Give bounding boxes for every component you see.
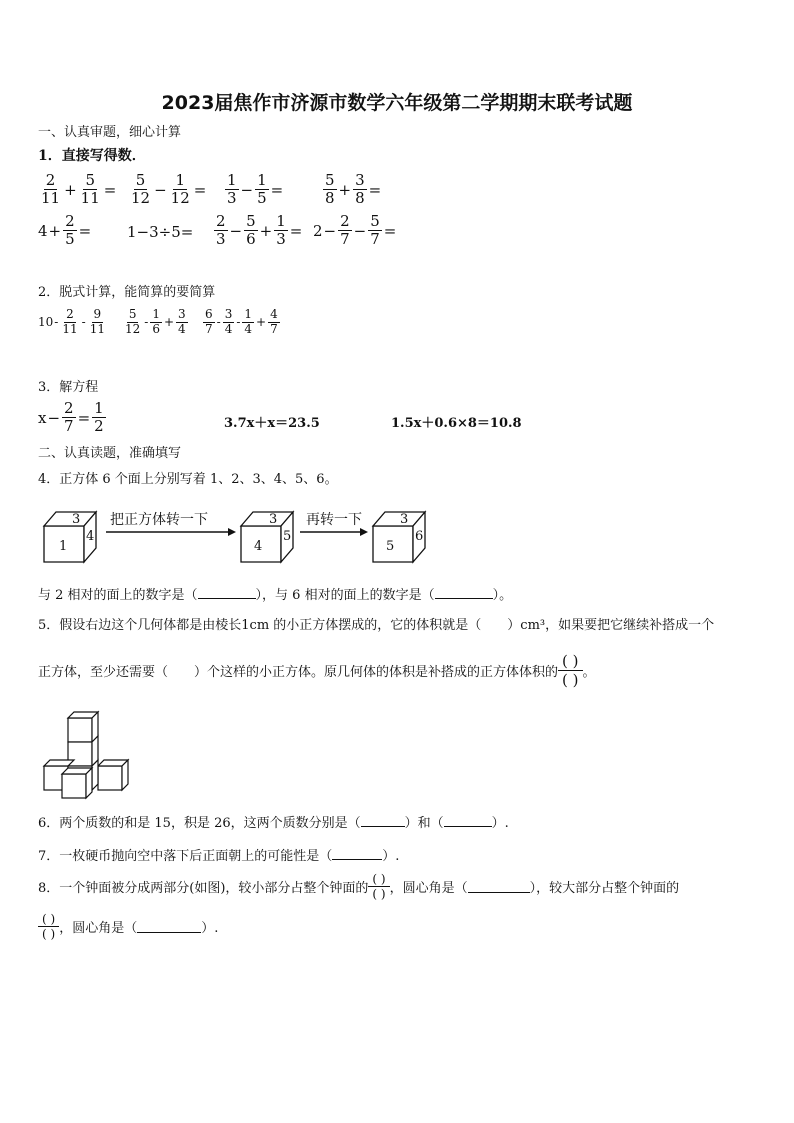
q8-text: ）. — [201, 921, 219, 937]
fraction — [79, 172, 102, 208]
fraction-numerator: 3 — [355, 171, 365, 189]
term: 1−3÷5= — [127, 223, 194, 241]
fraction — [203, 308, 215, 337]
operator: - — [144, 315, 149, 330]
fraction-numerator: 4 — [270, 307, 278, 321]
section-1-heading: 一、认真审题，细心计算 — [38, 125, 182, 140]
operator: = — [368, 180, 382, 199]
q4-answer-text: ）。 — [492, 588, 513, 603]
operator: = — [103, 180, 117, 199]
q1-item — [322, 172, 382, 208]
q8-text: ，圆心角是（ — [389, 881, 468, 897]
section-2-heading: 二、认真读题，准确填写 — [38, 446, 182, 461]
q5-line-1 — [38, 614, 714, 633]
fraction-numerator: 1 — [175, 171, 185, 189]
fraction — [244, 213, 258, 249]
fraction-denominator: ( ) — [372, 887, 386, 902]
operator: = — [383, 221, 397, 240]
fraction-numerator: 3 — [178, 307, 186, 321]
q2-item — [122, 308, 189, 337]
q8-text: 8．一个钟面被分成两部分(如图)，较小部分占整个钟面的 — [38, 881, 369, 897]
fraction-numerator: 2 — [65, 212, 75, 230]
q7-text: ）. — [382, 849, 400, 864]
arrow2-label: 再转一下 — [306, 512, 362, 528]
term: 10 — [38, 315, 54, 330]
cube2-top-number: 3 — [269, 512, 278, 527]
fraction-denominator: 11 — [62, 321, 78, 336]
q7-text: 7．一枚硬币抛向空中落下后正面朝上的可能性是（ — [38, 849, 333, 864]
q5-text: 。 — [582, 665, 596, 680]
fraction-numerator: ( ) — [558, 652, 582, 671]
page-title: 2023届焦作市济源市数学六年级第二学期期末联考试题 — [161, 92, 633, 114]
operator: - — [236, 315, 241, 330]
fraction-denominator: 11 — [89, 321, 105, 336]
operator: + — [338, 180, 352, 199]
answer-fraction-blank[interactable] — [558, 652, 582, 689]
fraction-denominator: 7 — [340, 230, 350, 249]
q5-text: ）cm³，如果要把它继续补搭成一个 — [507, 618, 715, 633]
fraction — [368, 213, 382, 249]
operator: − — [353, 221, 367, 240]
fraction-numerator: 5 — [128, 307, 137, 321]
fraction-denominator: 2 — [94, 417, 104, 436]
fraction-denominator: 4 — [244, 321, 253, 336]
q1-item — [128, 172, 207, 208]
fraction-denominator: 7 — [270, 321, 278, 336]
fraction — [255, 172, 269, 208]
operator: = — [193, 180, 207, 199]
q6-text: ）. — [491, 816, 509, 831]
fraction-numerator: 3 — [224, 307, 233, 321]
q5-text: 5．假设右边这个几何体都是由棱长1cm 的小正方体摆成的，它的体积就是（ — [38, 618, 482, 633]
operator: - — [81, 315, 86, 330]
arrow1-label: 把正方体转一下 — [110, 512, 208, 528]
fraction — [123, 308, 142, 337]
fraction-denominator: 5 — [65, 230, 75, 249]
answer-blank[interactable] — [332, 847, 382, 860]
q8-line-2 — [38, 912, 218, 942]
fraction — [60, 308, 79, 337]
q4-answer-line — [38, 584, 512, 603]
answer-blank[interactable] — [198, 586, 256, 599]
operator: - — [216, 315, 221, 330]
fraction-denominator: 4 — [178, 321, 186, 336]
cube3-top-number: 3 — [400, 512, 409, 527]
cube1-front-number: 1 — [59, 539, 68, 554]
q8-line-1 — [38, 872, 679, 902]
fraction-numerator: 2 — [216, 212, 226, 230]
q1-item — [38, 172, 117, 208]
q6-text: ）和（ — [404, 816, 444, 831]
fraction-numerator: 1 — [244, 307, 253, 321]
answer-blank[interactable] — [468, 880, 530, 893]
q3-equation-2: 3.7x＋x＝23.5 — [224, 416, 320, 431]
q6-text: 6．两个质数的和是 15，积是 26，这两个质数分别是（ — [38, 816, 361, 831]
fraction-denominator: 12 — [125, 321, 141, 336]
operator: + — [259, 221, 273, 240]
fraction — [39, 172, 62, 208]
fraction — [63, 213, 77, 249]
operator: − — [323, 221, 337, 240]
fraction-numerator: 2 — [66, 307, 74, 321]
fraction-numerator: 5 — [135, 171, 146, 189]
q3-equation-1 — [38, 400, 107, 436]
fraction-denominator: 7 — [205, 321, 213, 336]
fraction-denominator: 7 — [64, 417, 74, 436]
fraction-numerator: 5 — [246, 212, 256, 230]
operator: + — [163, 315, 175, 330]
fraction-numerator: 2 — [64, 399, 74, 417]
operator: − — [47, 408, 61, 427]
operator: = — [270, 180, 284, 199]
fraction-numerator: 5 — [325, 171, 335, 189]
fraction-denominator: ( ) — [562, 671, 579, 689]
fraction — [223, 308, 235, 337]
q2-label: 2．脱式计算，能简算的要简算 — [38, 285, 216, 300]
fraction — [129, 172, 152, 208]
fraction-denominator: 4 — [224, 321, 233, 336]
fraction — [62, 400, 76, 436]
fraction-denominator: 8 — [355, 189, 365, 208]
term: 4 — [38, 221, 48, 240]
q8-text: ，圆心角是（ — [59, 921, 138, 937]
stacked-cubes-figure — [38, 708, 138, 800]
q5-text: ）个这样的小正方体。原几何体的体积是补搭成的正方体体积的 — [194, 665, 559, 680]
fraction-denominator: ( ) — [42, 927, 56, 942]
fraction-numerator: 5 — [370, 212, 380, 230]
cube2-side-number: 5 — [283, 529, 292, 544]
fraction — [169, 172, 192, 208]
cube3-side-number: 6 — [415, 529, 424, 544]
q4-answer-text: 与 2 相对的面上的数字是（ — [38, 588, 198, 603]
operator: = — [78, 221, 92, 240]
operator: - — [54, 315, 59, 330]
q5-line-2 — [38, 652, 596, 689]
fraction-denominator: 7 — [370, 230, 380, 249]
operator: − — [229, 221, 243, 240]
fraction — [176, 308, 188, 337]
q1-item — [127, 223, 193, 241]
q1-item — [213, 213, 303, 249]
fraction-numerator: 2 — [45, 171, 56, 189]
answer-blank[interactable] — [361, 814, 405, 827]
cube2-front-number: 4 — [254, 539, 263, 554]
answer-fraction-blank[interactable] — [38, 912, 59, 942]
q7-line — [38, 845, 399, 864]
q2-item — [202, 308, 281, 337]
fraction — [150, 308, 162, 337]
q2-item — [38, 308, 108, 337]
fraction-numerator: 9 — [93, 307, 102, 321]
cube3-front-number: 5 — [386, 539, 395, 554]
fraction — [214, 213, 228, 249]
q1-item — [313, 213, 397, 249]
fraction-denominator: 3 — [276, 230, 286, 249]
fraction-denominator: 6 — [152, 321, 160, 336]
fraction-numerator: 2 — [340, 212, 350, 230]
fraction-denominator: 5 — [257, 189, 267, 208]
answer-blank[interactable] — [444, 814, 492, 827]
q6-line — [38, 812, 509, 831]
q1-label: 1．直接写得数． — [38, 148, 146, 164]
term: x — [38, 408, 47, 427]
fraction — [242, 308, 254, 337]
fraction-numerator: 1 — [152, 307, 160, 321]
fraction-denominator: 3 — [227, 189, 237, 208]
fraction-denominator: 3 — [216, 230, 226, 249]
operator: = — [77, 408, 91, 427]
answer-fraction-blank[interactable] — [368, 872, 389, 902]
fraction — [338, 213, 352, 249]
answer-blank[interactable] — [435, 586, 493, 599]
fraction — [274, 213, 288, 249]
fraction-denominator: 6 — [246, 230, 256, 249]
answer-blank[interactable] — [137, 920, 201, 933]
fraction — [353, 172, 367, 208]
fraction — [92, 400, 106, 436]
q8-text: ），较大部分占整个钟面的 — [529, 881, 680, 897]
fraction-numerator: 6 — [205, 307, 213, 321]
fraction-numerator: 1 — [227, 171, 237, 189]
cube-stack-icon — [44, 712, 128, 798]
fraction-numerator: 1 — [94, 399, 104, 417]
q3-equation-3: 1.5x＋0.6×8＝10.8 — [391, 416, 522, 431]
operator: − — [154, 180, 167, 199]
fraction — [88, 308, 107, 337]
q5-text: 正方体，至少还需要（ — [38, 665, 169, 680]
q1-item — [38, 213, 92, 249]
q4-answer-text: ），与 6 相对的面上的数字是（ — [255, 588, 435, 603]
fraction-numerator: ( ) — [38, 912, 59, 927]
q4-label: 4．正方体 6 个面上分别写着 1、2、3、4、5、6。 — [38, 472, 338, 487]
fraction-denominator: 12 — [131, 189, 151, 208]
q1-item — [224, 172, 284, 208]
operator: + — [256, 315, 267, 330]
fraction-denominator: 11 — [80, 189, 100, 208]
fraction-numerator: 5 — [85, 171, 95, 189]
fraction — [268, 308, 280, 337]
fraction-numerator: 1 — [257, 171, 267, 189]
fraction-numerator: ( ) — [368, 872, 389, 887]
q3-label: 3．解方程 — [38, 380, 99, 395]
cube1-side-number: 4 — [86, 529, 95, 544]
term: 2 — [313, 221, 323, 240]
fraction — [323, 172, 337, 208]
cube1-top-number: 3 — [72, 512, 81, 527]
operator: + — [64, 180, 77, 199]
fraction — [225, 172, 239, 208]
fraction-denominator: 12 — [170, 189, 190, 208]
cube-rotation-figure — [38, 500, 438, 570]
fraction-numerator: 1 — [276, 212, 286, 230]
operator: = — [289, 221, 303, 240]
operator: − — [240, 180, 254, 199]
operator: + — [48, 221, 62, 240]
fraction-denominator: 11 — [41, 189, 61, 208]
fraction-denominator: 8 — [325, 189, 335, 208]
